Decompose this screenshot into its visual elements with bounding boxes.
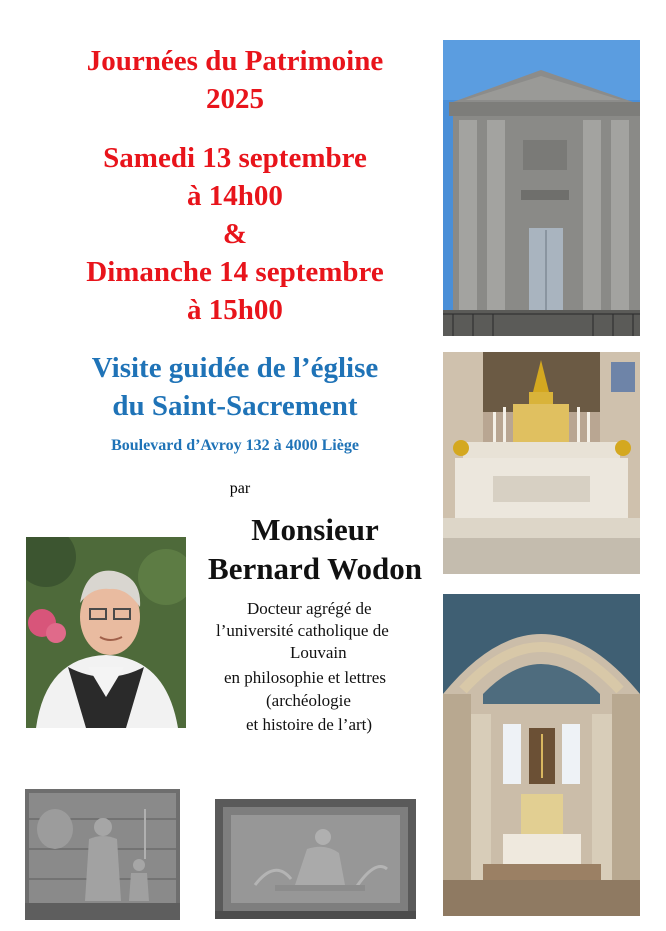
address: Boulevard d’Avroy 132 à 4000 Liège [111,437,359,454]
time-sunday: à 15h00 [187,294,283,326]
speaker-name: Bernard Wodon [208,551,422,586]
church-facade-photo [443,40,640,336]
visit-title-line1: Visite guidée de l’église [91,352,379,384]
speaker-desc-6: et histoire de l’art) [246,715,373,734]
ampersand: & [222,218,248,250]
altar-photo [443,352,640,574]
visit-title-line2: du Saint-Sacrement [112,390,358,422]
speaker-title: Monsieur [251,512,379,547]
relief-sculpture-photo-1 [25,789,180,920]
date-sunday: Dimanche 14 septembre [86,256,384,288]
event-year: 2025 [206,83,264,115]
speaker-desc-3: Louvain [290,643,347,662]
church-interior-photo [443,594,640,916]
speaker-desc-2: l’université catholique de [216,621,389,640]
speaker-desc-5: (archéologie [266,691,351,710]
time-saturday: à 14h00 [187,180,283,212]
speaker-portrait-photo [26,537,186,728]
date-saturday: Samedi 13 septembre [103,142,367,174]
by-label: par [229,480,251,497]
event-title: Journées du Patrimoine [86,45,384,77]
relief-sculpture-photo-2 [215,799,416,919]
speaker-desc-4: en philosophie et lettres [224,668,386,687]
speaker-desc-1: Docteur agrégé de [247,599,372,618]
